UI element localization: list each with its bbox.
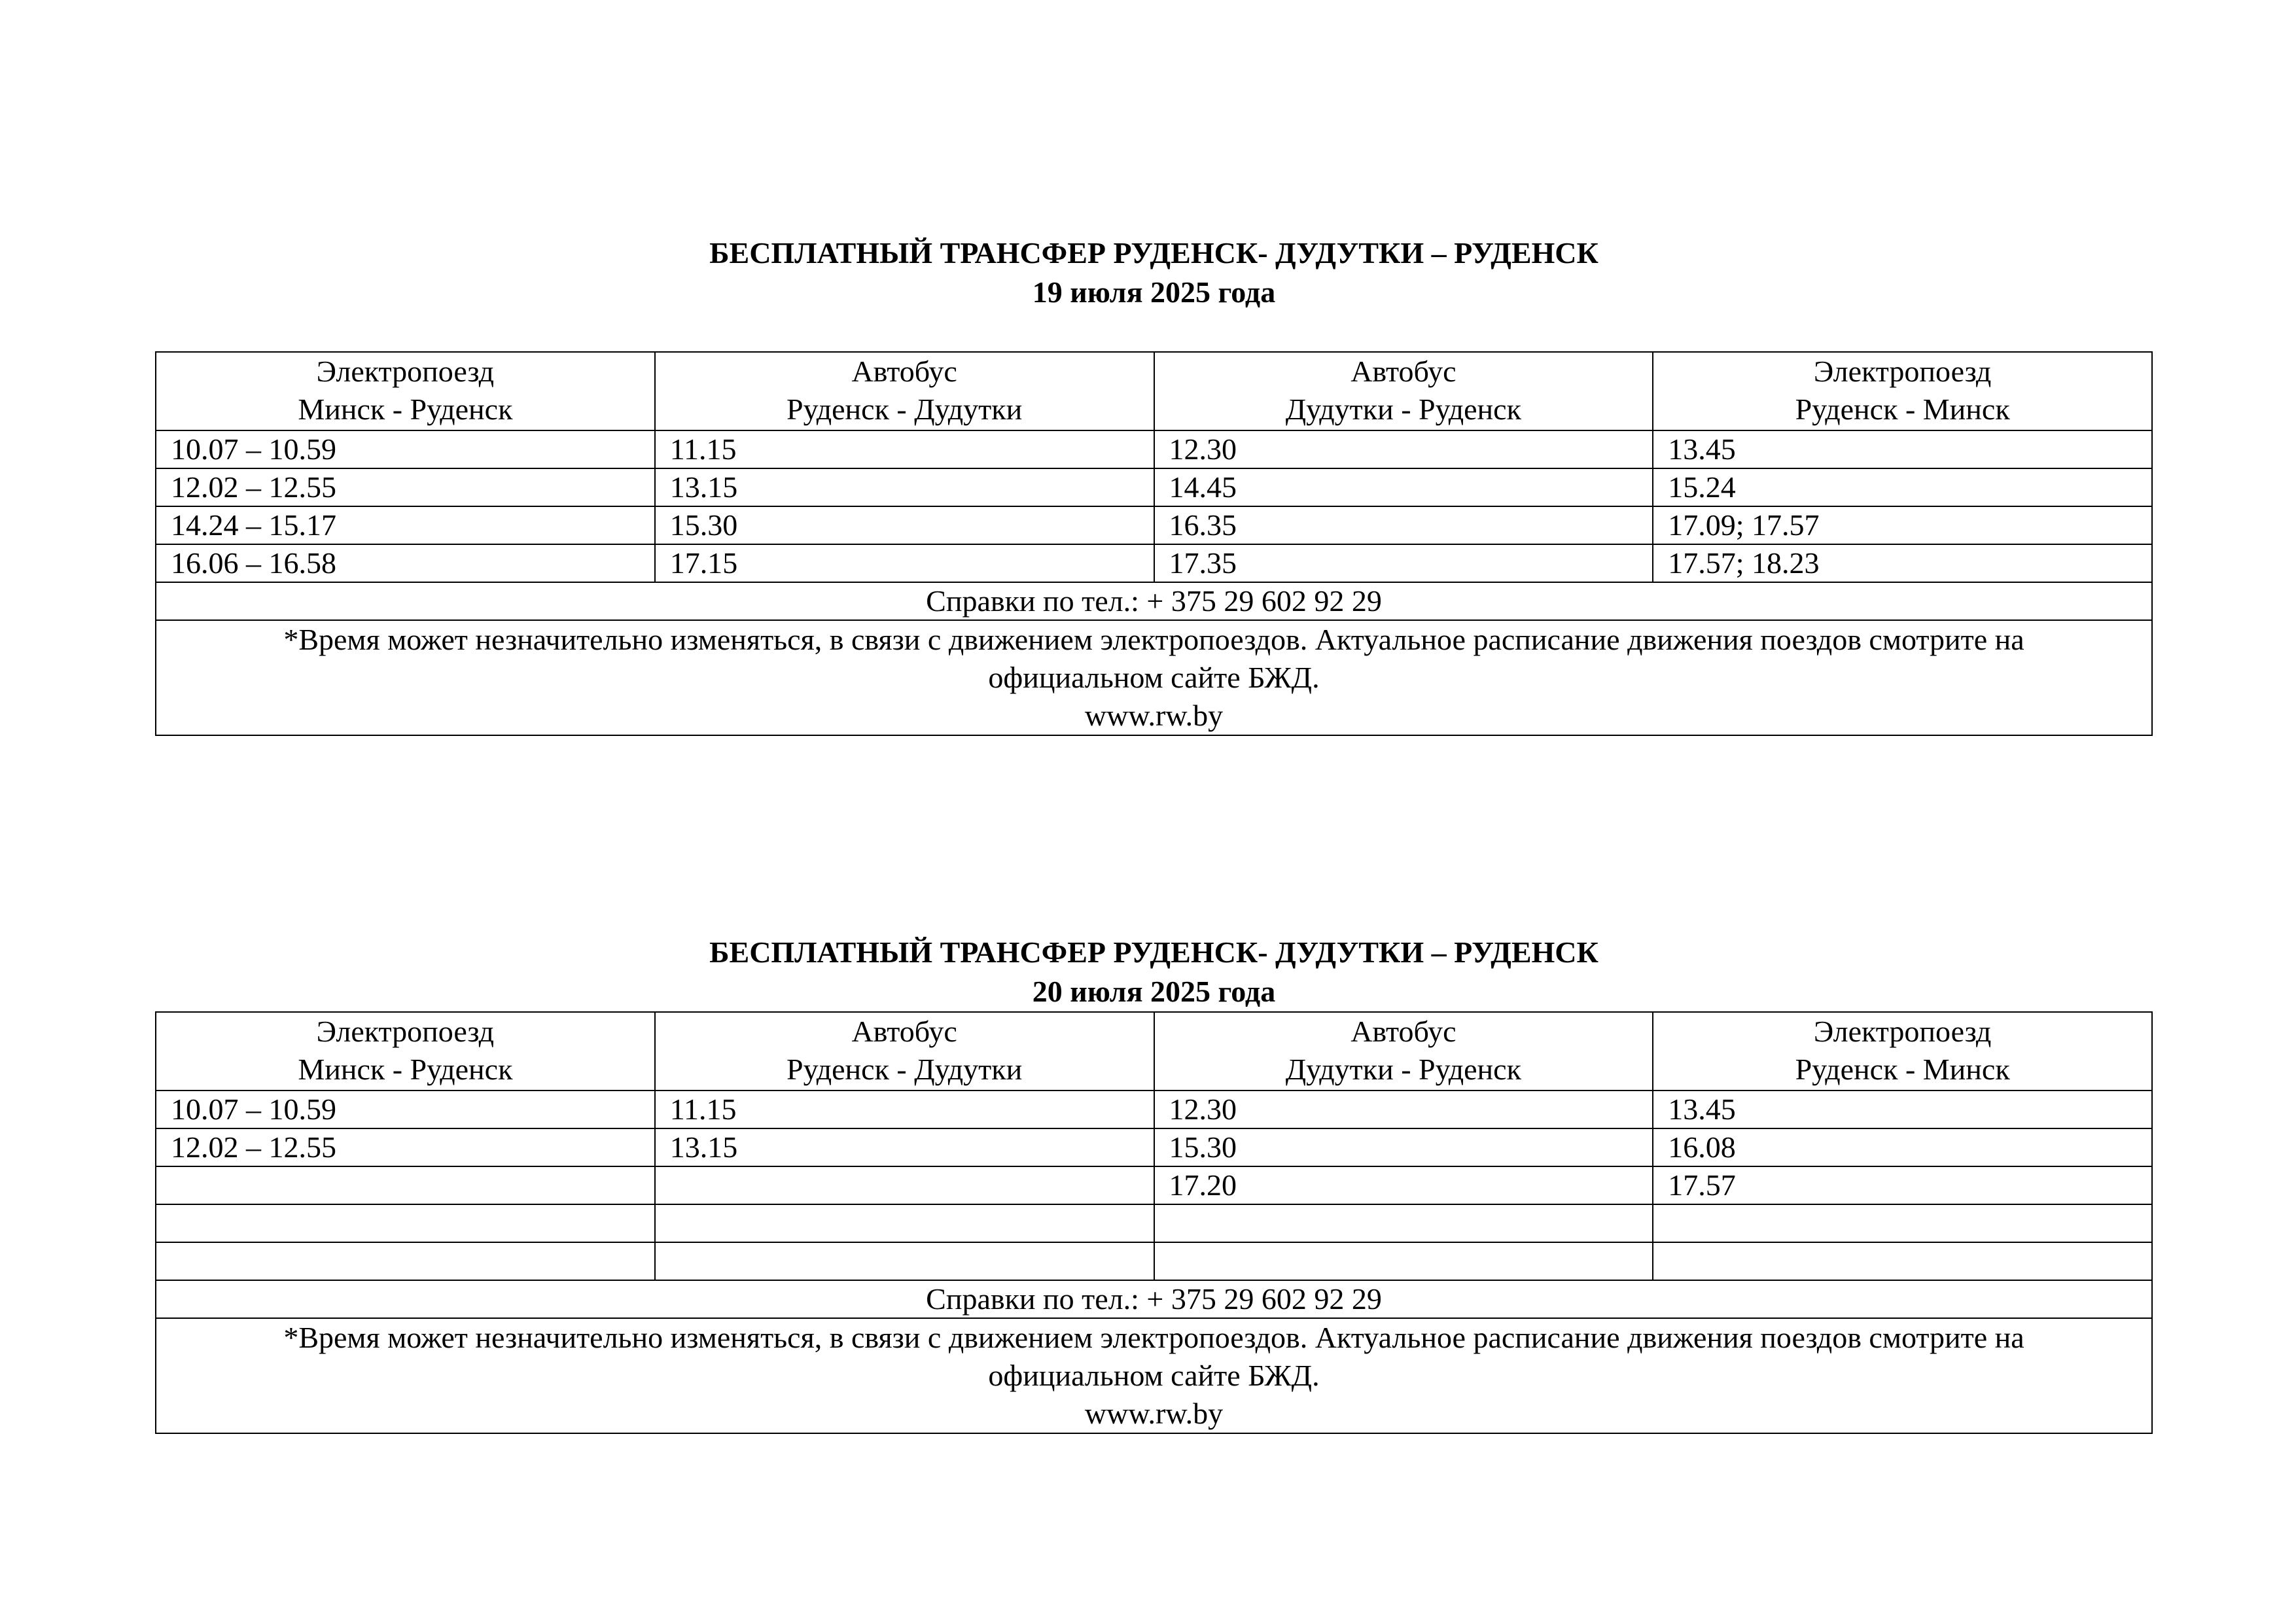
table-cell: 12.02 – 12.55 <box>156 468 655 506</box>
table-cell: 14.45 <box>1154 468 1653 506</box>
note-row <box>156 620 2152 735</box>
table-cell: 15.30 <box>1154 1128 1653 1166</box>
table-cell: 15.24 <box>1653 468 2152 506</box>
table-cell: 17.15 <box>655 544 1154 582</box>
phone-row <box>156 1280 2152 1318</box>
table-cell: 11.15 <box>655 1091 1154 1128</box>
table-cell <box>1653 1204 2152 1242</box>
section-title: БЕСПЛАТНЫЙ ТРАНСФЕР РУДЕНСК- ДУДУТКИ – РУДЕНСК <box>709 236 1598 270</box>
schedule-table <box>155 1011 2153 1434</box>
table-row <box>156 1128 2152 1166</box>
table-cell: 16.08 <box>1653 1128 2152 1166</box>
table-cell <box>1653 1242 2152 1280</box>
table-cell <box>655 1242 1154 1280</box>
table-header-row <box>156 1012 2152 1091</box>
header-line: Электропоезд <box>316 355 495 388</box>
website-link[interactable]: www.rw.by <box>1084 699 1224 732</box>
table-cell: 17.57 <box>1653 1166 2152 1204</box>
table-cell: 13.15 <box>655 1128 1154 1166</box>
table-cell <box>156 1166 655 1204</box>
table-cell: 11.15 <box>655 430 1154 468</box>
schedule-section-2 <box>155 933 2153 1434</box>
disclaimer-note <box>156 1318 2152 1433</box>
header-cell <box>655 352 1154 430</box>
table-cell: 16.35 <box>1154 506 1653 544</box>
table-cell <box>655 1166 1154 1204</box>
header-line: Электропоезд <box>1813 355 1992 388</box>
header-cell <box>156 352 655 430</box>
table-row <box>156 430 2152 468</box>
table-row <box>156 1204 2152 1242</box>
header-line: Руденск - Дудутки <box>786 393 1023 426</box>
header-line: Руденск - Минск <box>1795 393 2010 426</box>
table-cell: 17.35 <box>1154 544 1653 582</box>
note-text: *Время может незначительно изменяться, в связи с движением электропоездов. Актуальное расписание движения поездов смотрите на <box>283 1321 2024 1354</box>
header-cell <box>1154 1012 1653 1091</box>
table-cell: 12.30 <box>1154 430 1653 468</box>
header-line: Электропоезд <box>1813 1015 1992 1048</box>
section-date: 20 июля 2025 года <box>1032 975 1276 1008</box>
phone-info: Справки по тел.: + 375 29 602 92 29 <box>156 1280 2152 1318</box>
header-line: Автобус <box>851 1015 957 1048</box>
section-title: БЕСПЛАТНЫЙ ТРАНСФЕР РУДЕНСК- ДУДУТКИ – РУДЕНСК <box>709 935 1598 969</box>
table-cell: 12.02 – 12.55 <box>156 1128 655 1166</box>
note-text: официальном сайте БЖД. <box>988 1359 1320 1392</box>
table-row <box>156 1091 2152 1128</box>
note-text: *Время может незначительно изменяться, в связи с движением электропоездов. Актуальное расписание движения поездов смотрите на <box>283 623 2024 656</box>
table-cell: 17.57; 18.23 <box>1653 544 2152 582</box>
table-cell: 16.06 – 16.58 <box>156 544 655 582</box>
table-cell <box>1154 1204 1653 1242</box>
table-cell: 15.30 <box>655 506 1154 544</box>
table-cell: 13.45 <box>1653 1091 2152 1128</box>
header-line: Минск - Руденск <box>298 1053 513 1086</box>
table-row <box>156 1242 2152 1280</box>
header-line: Руденск - Минск <box>1795 1053 2010 1086</box>
header-cell <box>655 1012 1154 1091</box>
disclaimer-note <box>156 620 2152 735</box>
header-cell <box>156 1012 655 1091</box>
header-line: Автобус <box>851 355 957 388</box>
header-cell <box>1154 352 1653 430</box>
table-row <box>156 544 2152 582</box>
schedule-table <box>155 351 2153 736</box>
table-cell <box>156 1204 655 1242</box>
phone-row <box>156 582 2152 620</box>
phone-info: Справки по тел.: + 375 29 602 92 29 <box>156 582 2152 620</box>
note-text: официальном сайте БЖД. <box>988 661 1320 694</box>
header-line: Дудутки - Руденск <box>1285 393 1521 426</box>
table-cell: 10.07 – 10.59 <box>156 430 655 468</box>
header-line: Автобус <box>1351 1015 1457 1048</box>
table-cell: 17.09; 17.57 <box>1653 506 2152 544</box>
header-line: Электропоезд <box>316 1015 495 1048</box>
header-line: Минск - Руденск <box>298 393 513 426</box>
table-cell: 10.07 – 10.59 <box>156 1091 655 1128</box>
table-row <box>156 1166 2152 1204</box>
table-cell: 13.15 <box>655 468 1154 506</box>
table-cell <box>156 1242 655 1280</box>
section-date: 19 июля 2025 года <box>1032 275 1276 309</box>
table-row <box>156 468 2152 506</box>
table-cell: 12.30 <box>1154 1091 1653 1128</box>
table-cell: 17.20 <box>1154 1166 1653 1204</box>
table-cell <box>655 1204 1154 1242</box>
website-link[interactable]: www.rw.by <box>1084 1397 1224 1430</box>
table-header-row <box>156 352 2152 430</box>
note-row <box>156 1318 2152 1433</box>
schedule-section-1 <box>155 234 2153 736</box>
table-cell: 13.45 <box>1653 430 2152 468</box>
header-line: Руденск - Дудутки <box>786 1053 1023 1086</box>
header-line: Автобус <box>1351 355 1457 388</box>
header-cell <box>1653 352 2152 430</box>
header-line: Дудутки - Руденск <box>1285 1053 1521 1086</box>
header-cell <box>1653 1012 2152 1091</box>
table-cell: 14.24 – 15.17 <box>156 506 655 544</box>
table-cell <box>1154 1242 1653 1280</box>
table-row <box>156 506 2152 544</box>
